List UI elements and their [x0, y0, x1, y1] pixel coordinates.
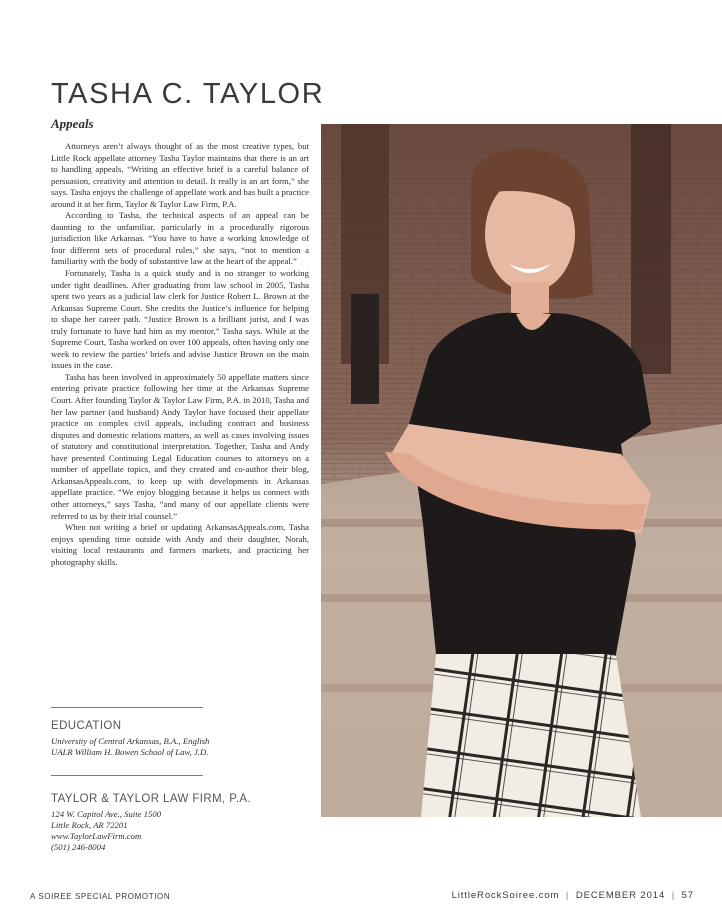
issue-date: DECEMBER 2014 — [575, 890, 666, 901]
education-item: University of Central Arkansas, B.A., English — [51, 736, 210, 746]
attorney-name: TASHA C. TAYLOR — [51, 78, 325, 110]
education-item: UALR William H. Bowen School of Law, J.D. — [51, 747, 209, 757]
divider — [51, 707, 203, 708]
firm-website[interactable]: www.TaylorLawFirm.com — [51, 831, 142, 841]
footer-separator: | — [671, 890, 676, 901]
page-number: 57 — [681, 890, 694, 901]
bollard — [351, 294, 379, 404]
firm-phone[interactable]: (501) 246-8004 — [51, 842, 106, 852]
article-paragraph: Tasha has been involved in approximately 50 appellate matters since entering private practice following her time at the Arkansas Supreme Court. After founding Taylor & Taylor Law Firm, P.A. in 2010, Tasha and her law partner (and husband) Andy Taylor have focused their appellate practice on complex civil appeals, including contract and business disputes and domestic relations matters, as well as cases involving issues of statutory and constitutional interpretation. Together, Tasha and Andy have presented Continuing Legal Education courses to attorneys on a number of appellate topics, and they created and co-author their blog, ArkansasAppeals.com, to keep up with developments in Arkansas appellate practice. “We enjoy blogging because it helps us connect with other attorneys,” says Tasha, “and many of our appellate clients were referred to us by their trial counsel.” — [51, 371, 309, 521]
article-paragraph: Attorneys aren’t always thought of as the most creative types, but Little Rock appellate attorney Tasha Taylor maintains that there is an art to handling appeals. “Writing an effective brief is a careful balance of persuasion, creativity and attention to detail. It really is an art form,” she says. Tasha enjoys the challenge of appellate work and has built a practice around it at her firm, Taylor & Taylor Law Firm, P.A. — [51, 141, 309, 209]
footer-separator: | — [565, 890, 570, 901]
page-footer — [452, 890, 694, 901]
article-paragraph: Fortunately, Tasha is a quick study and is no stranger to working under tight deadlines. After graduating from law school in 2005, Tasha spent two years as a judicial law clerk for Justice Robert L. Brown at the Arkansas Supreme Court. She credits the Justice’s influence for helping to shape her career path. “Justice Brown is a brilliant jurist, and I was truly fortunate to have had him as my mentor,” Tasha says. While at the Supreme Court, Tasha worked on over 100 appeals, often having only one week to review the parties’ briefs and advise Justice Brown on the main issues in the case. — [51, 268, 309, 371]
column — [631, 124, 671, 374]
plaid-pattern — [421, 654, 641, 817]
article-paragraph: When not writing a brief or updating ArkansasAppeals.com, Tasha enjoys spending time outside with Andy and their daughter, Norah, visiting local restaurants and farmers markets, and practicing her photography skills. — [51, 522, 309, 567]
firm-contact — [51, 809, 161, 853]
firm-heading: TAYLOR & TAYLOR LAW FIRM, P.A. — [51, 793, 252, 805]
education-list — [51, 736, 209, 758]
article-paragraph: According to Tasha, the technical aspects of an appeal can be daunting to the unfamiliar, particularly in a procedurally rigorous jurisdiction like Arkansas. “You have to have a working knowledge of four different sets of procedural rules,” she says, “not to mention a familiarity with the body of substantive law at the heart of the appeal.” — [51, 210, 309, 267]
article-body — [51, 141, 309, 568]
portrait-illustration — [321, 124, 722, 817]
divider — [51, 775, 203, 776]
education-heading: EDUCATION — [51, 720, 122, 732]
firm-address-line: 124 W. Capitol Ave., Suite 1500 — [51, 809, 162, 819]
promotion-label: A SOIREE SPECIAL PROMOTION — [30, 892, 171, 901]
attorney-portrait-photo — [321, 124, 722, 817]
practice-area: Appeals — [51, 116, 94, 131]
firm-city-line: Little Rock, AR 72201 — [51, 820, 128, 830]
magazine-site[interactable]: LittleRockSoiree.com — [451, 890, 560, 901]
